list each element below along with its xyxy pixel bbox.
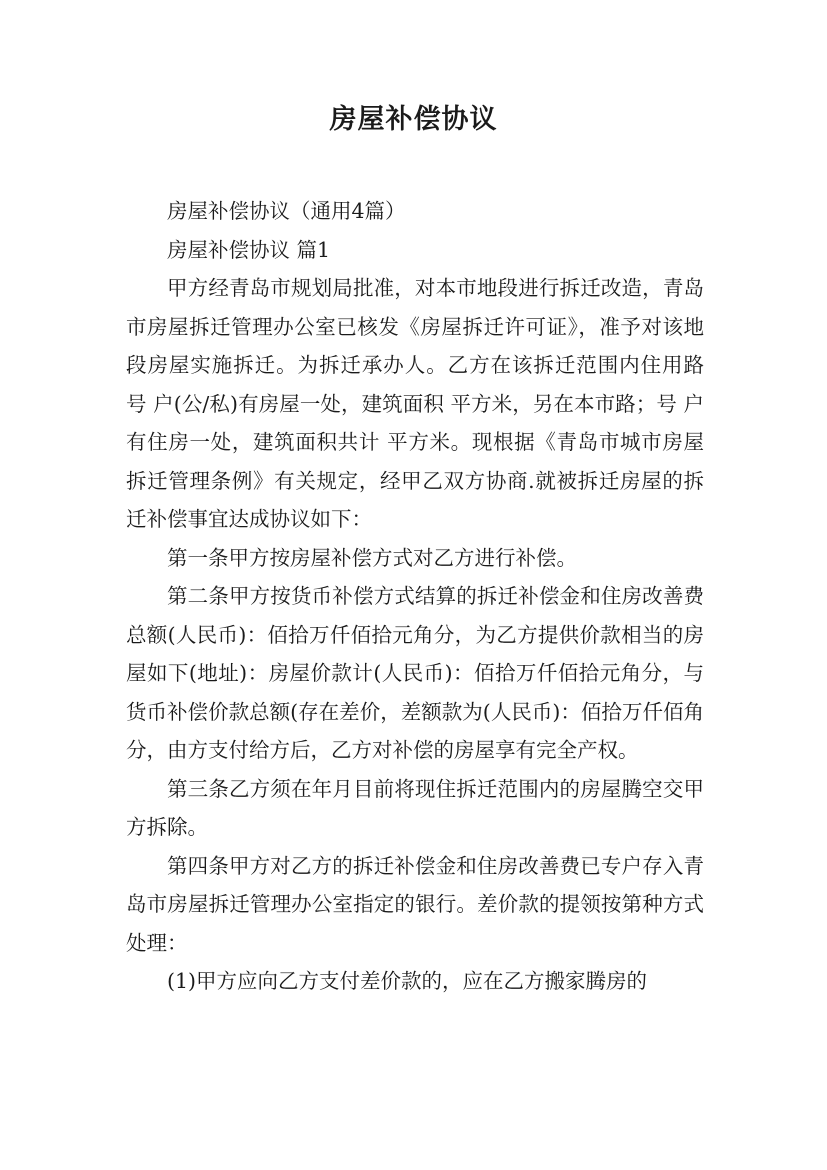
paragraph-article-3: 第三条乙方须在年月目前将现住拆迁范围内的房屋腾空交甲方拆除。 [126, 776, 704, 839]
document-title: 房屋补偿协议 [329, 104, 498, 135]
paragraph-item-1: (1)甲方应向乙方支付差价款的，应在乙方搬家腾房的 [167, 969, 648, 993]
paragraph-preamble: 甲方经青岛市规划局批准，对本市地段进行拆迁改造，青岛市房屋拆迁管理办公室已核发《房屋拆迁许可证》，准予对该地段房屋实施拆迁。为拆迁承办人。乙方在该拆迁范围内住用路 号 户(公/私)有房屋一处，建筑面积 平方米，另在本市路；号 户有住房一处，建筑面积共计 平方米。现根据《青岛市城市房屋拆迁管理条例》有关规定，经甲乙双方协商.就被拆迁房屋的拆迁补偿事宜达成协议如下： [126, 276, 704, 531]
paragraph-article-1: 第一条甲方按房屋补偿方式对乙方进行补偿。 [167, 545, 577, 570]
paragraph-article-2: 第二条甲方按货币补偿方式结算的拆迁补偿金和住房改善费总额(人民币)：佰拾万仟佰拾元角分，为乙方提供价款相当的房屋如下(地址)：房屋价款计(人民币)：佰拾万仟佰拾元角分，与货币补偿价款总额(存在差价，差额款为(人民币)：佰拾万仟佰角分，由方支付给方后，乙方对补偿的房屋享有完全产权。 [126, 584, 704, 762]
document-body [126, 192, 704, 1001]
paragraph-article-4: 第四条甲方对乙方的拆迁补偿金和住房改善费已专户存入青岛市房屋拆迁管理办公室指定的银行。差价款的提领按第种方式处理： [126, 853, 704, 955]
section-heading: 房屋补偿协议 篇1 [167, 237, 331, 262]
document-subtitle: 房屋补偿协议（通用4篇） [167, 199, 406, 223]
